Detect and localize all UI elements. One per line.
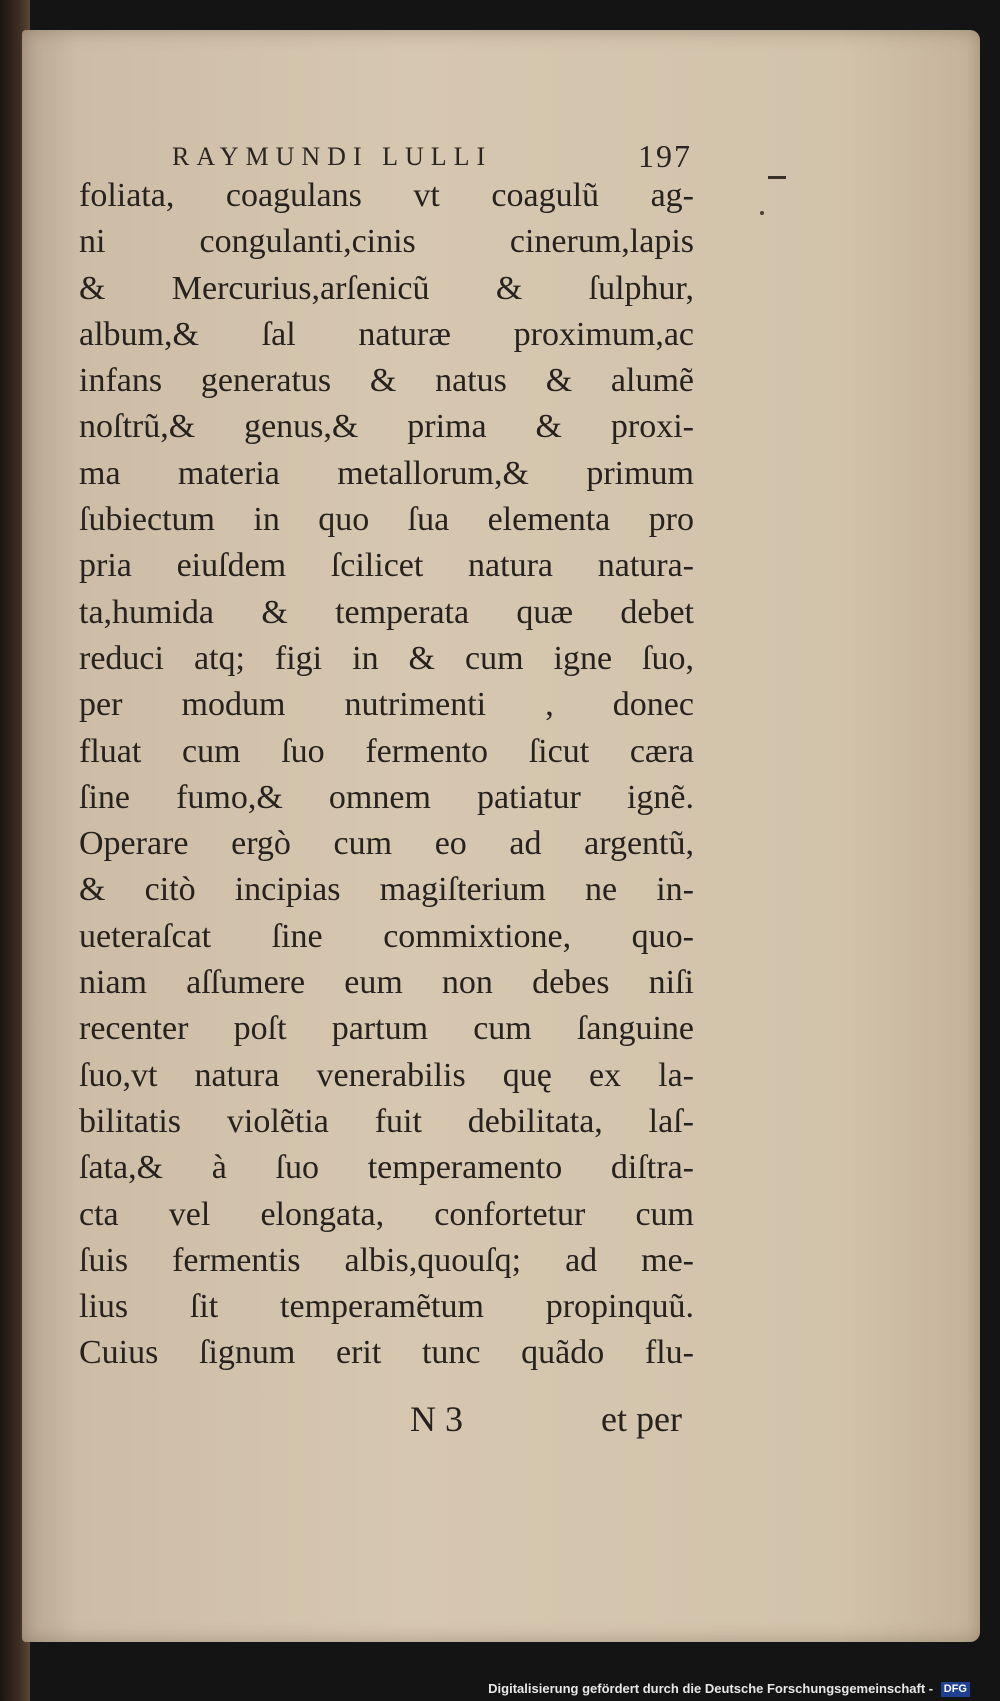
funding-note-text: Digitalisierung gefördert durch die Deutsche Forschungsgemeinschaft - (488, 1680, 934, 1696)
text-line: noſtrũ,& genus,& prima & proxi- (79, 408, 694, 446)
text-line: ſuis fermentis albis,quouſq; ad me- (79, 1241, 694, 1279)
text-line: ni congulanti,cinis cinerum,lapis (79, 223, 694, 261)
text-line: & citò incipias magiſterium ne in- (79, 871, 694, 909)
catchword: et per (601, 1399, 682, 1439)
text-line: fluat cum ſuo fermento ſicut cæra (79, 732, 694, 770)
text-line: ſubiectum in quo ſua elementa pro (79, 501, 694, 539)
text-line: album,& ſal naturæ proximum,ac (79, 315, 694, 353)
text-line: Operare ergò cum eo ad argentũ, (79, 825, 694, 863)
text-line: Cuius ſignum erit tunc quãdo flu- (79, 1334, 694, 1372)
page-footer (382, 1398, 682, 1448)
book-page (22, 30, 980, 1642)
text-line: lius ſit temperamẽtum propinquũ. (79, 1288, 694, 1326)
margin-dot-mark (760, 211, 764, 215)
funding-note (488, 1681, 970, 1697)
dfg-logo: DFG (941, 1682, 970, 1697)
text-line: ſuo,vt natura venerabilis quę ex la- (79, 1056, 694, 1094)
text-line: ma materia metallorum,& primum (79, 454, 694, 492)
text-line: ta,humida & temperata quæ debet (79, 593, 694, 631)
text-line: bilitatis violẽtia fuit debilitata, laſ- (79, 1102, 694, 1140)
text-line: recenter poſt partum cum ſanguine (79, 1010, 694, 1048)
text-line: cta vel elongata, confortetur cum (79, 1195, 694, 1233)
signature-mark: N 3 (410, 1399, 463, 1439)
text-line: reduci atq; figi in & cum igne ſuo, (79, 639, 694, 677)
text-line: & Mercurius,arſenicũ & ſulphur, (79, 269, 694, 307)
margin-dash-mark (768, 176, 786, 179)
text-line: ſata,& à ſuo temperamento diſtra- (79, 1149, 694, 1187)
text-line: foliata, coagulans vt coagulũ ag- (79, 177, 694, 214)
folio-number: 197 (638, 138, 692, 174)
running-title: RAYMUNDI LULLI (172, 142, 493, 171)
text-line: ueteraſcat ſine commixtione, quo- (79, 917, 694, 955)
text-block (79, 173, 694, 1377)
text-line: infans generatus & natus & alumẽ (79, 362, 694, 400)
running-head (172, 138, 692, 178)
text-line: ſine fumo,& omnem patiatur ignẽ. (79, 778, 694, 816)
text-line: per modum nutrimenti , donec (79, 686, 694, 724)
text-line: niam aſſumere eum non debes niſi (79, 964, 694, 1002)
text-line: pria eiuſdem ſcilicet natura natura- (79, 547, 694, 585)
